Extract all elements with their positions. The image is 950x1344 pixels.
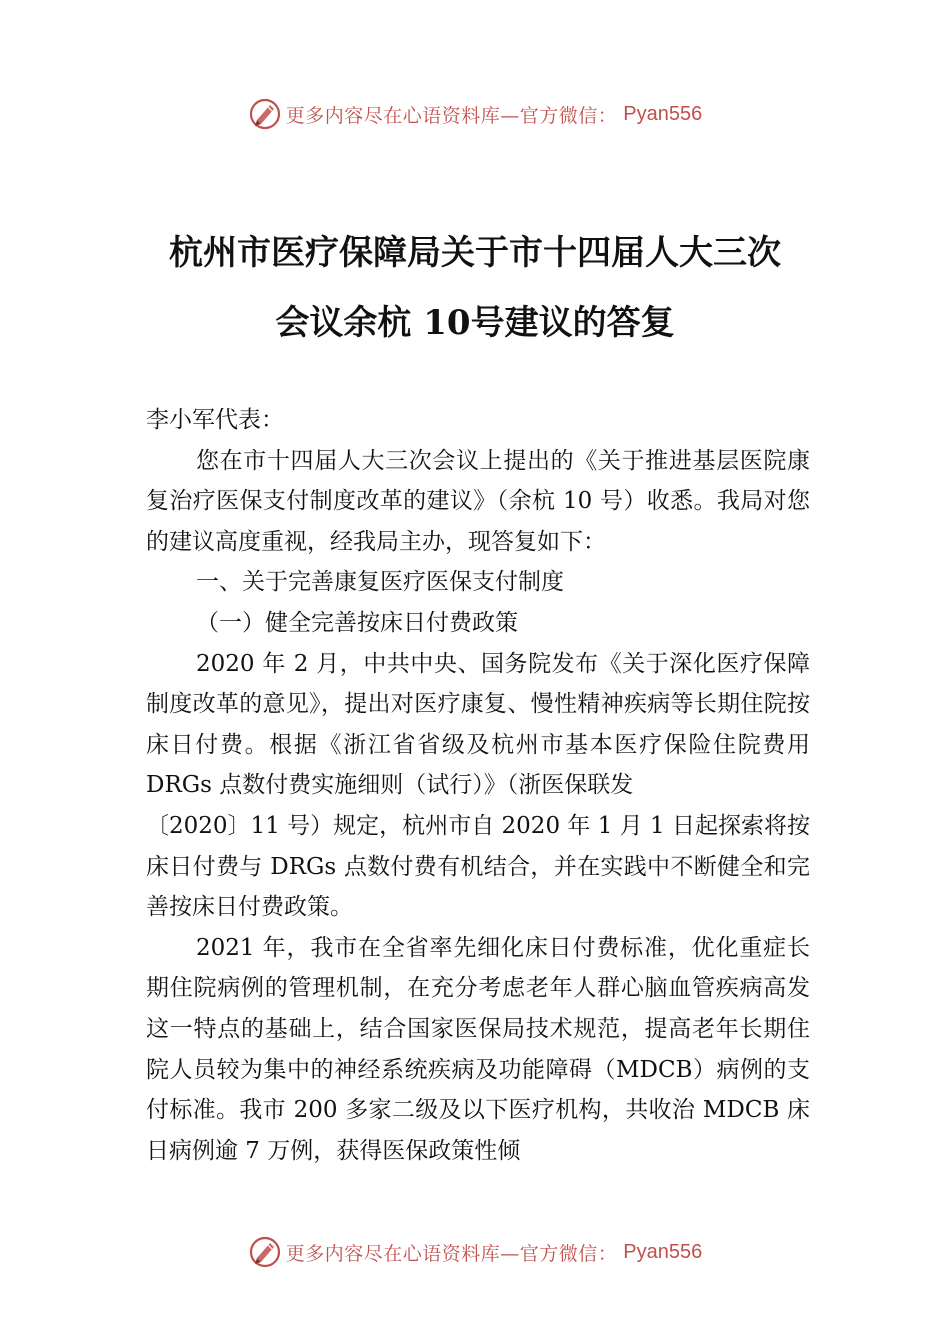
document-title xyxy=(120,218,830,358)
title-line-1: 杭州市医疗保障局关于市十四届人大三次 xyxy=(169,233,781,273)
paragraph-2021: 2021 年，我市在全省率先细化床日付费标准，优化重症长期住院病例的管理机制，在充分考虑老年人群心脑血管疾病高发这一特点的基础上，结合国家医保局技术规范，提高老年长期住院人员较为集中的神经系统疾病及功能障碍（MDCB）病例的支付标准。我市 200 多家二级及以下医疗机构，共收治 MDCB 床日病例逾 7 万例，获得医保政策性倾 xyxy=(146,934,810,1164)
watermark-text: 更多内容尽在心语资料库—官方微信： xyxy=(285,1242,618,1265)
pen-logo-icon xyxy=(248,97,282,131)
paragraph-intro: 您在市十四届人大三次会议上提出的《关于推进基层医院康复治疗医保支付制度改革的建议》（余杭 10 号）收悉。我局对您的建议高度重视，经我局主办，现答复如下： xyxy=(146,447,810,555)
document-body xyxy=(146,400,810,1171)
paragraph-2020-policy-cont: 〔2020〕11 号）规定，杭州市自 2020 年 1 月 1 日起探索将按床日付费与 DRGs 点数付费有机结合，并在实践中不断健全和完善按床日付费政策。 xyxy=(146,812,810,921)
watermark-text: 更多内容尽在心语资料库—官方微信： xyxy=(285,104,618,127)
watermark-wechat-id: Pyan556 xyxy=(623,102,703,125)
salutation: 李小军代表： xyxy=(146,407,284,433)
header-watermark xyxy=(0,94,950,134)
watermark-wechat-id: Pyan556 xyxy=(623,1240,703,1263)
section-heading-1: 一、关于完善康复医疗医保支付制度 xyxy=(196,569,564,596)
title-line-2: 会议余杭 10号建议的答复 xyxy=(275,303,675,343)
subsection-heading-1: （一）健全完善按床日付费政策 xyxy=(196,609,518,636)
footer-watermark xyxy=(0,1232,950,1272)
pen-logo-icon xyxy=(248,1235,282,1269)
paragraph-2020-policy: 2020 年 2 月，中共中央、国务院发布《关于深化医疗保障制度改革的意见》，提出对医疗康复、慢性精神疾病等长期住院按床日付费。根据《浙江省省级及杭州市基本医疗保险住院费用 DRGs 点数付费实施细则（试行）》（浙医保联发 xyxy=(146,650,810,799)
